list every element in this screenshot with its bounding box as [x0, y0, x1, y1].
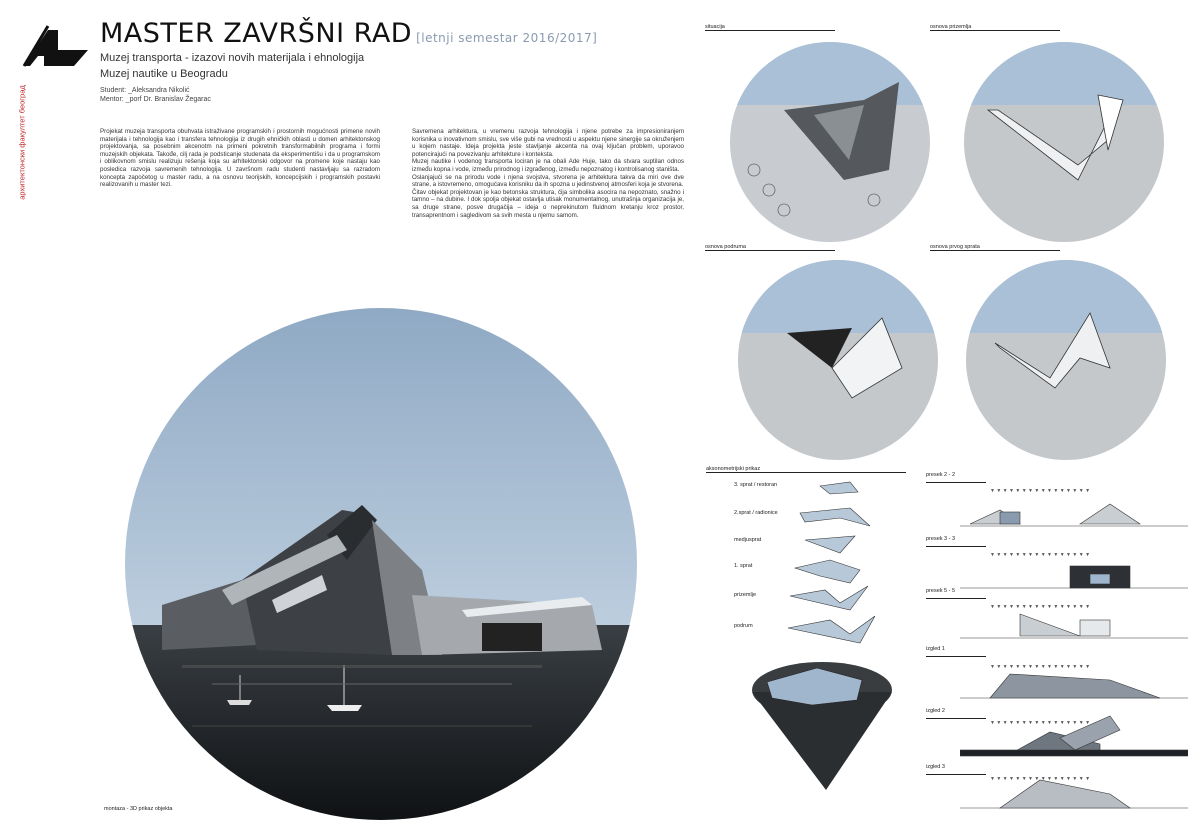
plan-podrum: [705, 244, 965, 251]
plan-situacija: [705, 24, 965, 31]
axon-level: medjusprat: [734, 537, 762, 543]
subtitle-primary: Muzej transporta - izazovi novih materijala i ehnologija: [100, 52, 365, 64]
ground-floor-plan-image: [958, 40, 1170, 244]
axon-level: 1. sprat: [734, 563, 753, 569]
paragraph: Muzej nautike i vodenog transporta lociran je na obali Ade Huje, tako da stvara suptilan odnos između kopna i vode, između prirodnog i izgrađenog, između nepoznatog i kontrolisanog staništa.: [412, 158, 684, 173]
axon-level: podrum: [734, 623, 753, 629]
render-caption: montaza - 3D prikaz objekta: [104, 806, 173, 812]
svg-text:▼ ▼ ▼ ▼ ▼ ▼ ▼ ▼ ▼ ▼ ▼ ▼ ▼ ▼ ▼: ▼ ▼ ▼ ▼ ▼ ▼ ▼ ▼ ▼ ▼ ▼ ▼ ▼ ▼ ▼ ▼: [990, 552, 1091, 558]
plan-label: situacija: [705, 24, 725, 30]
section-label: izgled 2: [926, 708, 945, 714]
svg-text:▼ ▼ ▼ ▼ ▼ ▼ ▼ ▼ ▼ ▼ ▼ ▼ ▼ ▼ ▼: ▼ ▼ ▼ ▼ ▼ ▼ ▼ ▼ ▼ ▼ ▼ ▼ ▼ ▼ ▼ ▼: [990, 776, 1091, 782]
plan-label: osnova prvog sprata: [930, 244, 980, 250]
axon-level: 2.sprat / radionice: [734, 510, 778, 516]
mentor-name: Mentor: _porf Dr. Branislav Žegarac: [100, 96, 211, 103]
basement-plan-image: [732, 258, 944, 462]
3d-render-image: [122, 305, 652, 825]
svg-text:▼ ▼ ▼ ▼ ▼ ▼ ▼ ▼ ▼ ▼ ▼ ▼ ▼ ▼ ▼: ▼ ▼ ▼ ▼ ▼ ▼ ▼ ▼ ▼ ▼ ▼ ▼ ▼ ▼ ▼ ▼: [990, 604, 1091, 610]
axonometric-cone-image: [742, 660, 902, 792]
plan-prizemlje: [930, 24, 1190, 31]
axon-header: [706, 466, 916, 473]
faculty-logo-icon: [18, 20, 90, 68]
plan-label: osnova prizemlja: [930, 24, 972, 30]
paragraph: Čitav objekat projektovan je kao betonska struktura, čija simbolika asocira na nepoznato, snažno i tamno – na dubine. I dok spolja objekat ostavlja utisak monumentalnog, unutrašnja organizacija je, sa druge strane, posve drugačija – ideja o neprekinutom fluidnom kretanju kroz prostor, transaprentnom i sagledivom sa svih mesta u njemu samom.: [412, 188, 684, 219]
axon-title: aksonometrijski prikaz: [706, 466, 761, 472]
sections-drawings-image: [960, 484, 1188, 814]
section-label: presek 5 - 5: [926, 588, 956, 594]
svg-text:▼ ▼ ▼ ▼ ▼ ▼ ▼ ▼ ▼ ▼ ▼ ▼ ▼ ▼ ▼: ▼ ▼ ▼ ▼ ▼ ▼ ▼ ▼ ▼ ▼ ▼ ▼ ▼ ▼ ▼ ▼: [990, 664, 1091, 670]
first-floor-plan-image: [960, 258, 1172, 462]
site-plan-image: [724, 40, 936, 244]
faculty-vertical-label: архитектонски факултет београд: [17, 85, 27, 200]
paragraph: Savremena arhitektura, u vremenu razvoja tehnologija i njene potrebe za impresioniranjem korisnika u inovativnom smislu, sve više gubi na vrednosti u aspektu njene sinergije sa okruženjem u kojem nastaje. Ideja projekta jeste stavljanje akcenta na ovaj ključan problem, uporavoo potencirajući na povezivanju arhitekture i konteksta.: [412, 128, 684, 158]
description-column-2: [412, 128, 684, 219]
plan-label: osnova podruma: [705, 244, 746, 250]
semester-label: [letnji semestar 2016/2017]: [416, 31, 598, 45]
svg-text:▼ ▼ ▼ ▼ ▼ ▼ ▼ ▼ ▼ ▼ ▼ ▼ ▼ ▼ ▼: ▼ ▼ ▼ ▼ ▼ ▼ ▼ ▼ ▼ ▼ ▼ ▼ ▼ ▼ ▼ ▼: [990, 720, 1091, 726]
axonometric-layers-image: [780, 478, 890, 648]
section-label: izgled 1: [926, 646, 945, 652]
description-column-1: Projekat muzeja transporta obuhvata istraživane programskih i prostornih mogućnosti primene novih materijala i tehnologija kao i transfera tehnologija iz drugih ehničkih oblasti u domen arhitektonskog projektovanja, sa posebnim akcenotm na primeni pokretnih transformabilnih programa i formi muzejskih objekata. Takođe, cilj rada je podsticanje studenata da eksperimentišu i da u programskom i oblikovnom smislu realizuju rešenja koja su arhitektonski odgovor na promene koje nastaju kao posledica razvoja savremenih tehnologija. U završnom radu studenti nastavljaju sa razradom koncepta započetog u master radu, a na osnovu teorijskih, koncepcijskih i programskih postavki realizovanih u master tezi.: [100, 128, 380, 189]
paragraph: Oslanjajući se na prirodu vode i njena svojstva, stvorena je arhitektura takva da miri ove dve strane, a istovremeno, omogućava korisniku da ih spozna u jedinstvenoj atmosferi koja je stvorena.: [412, 173, 684, 189]
svg-text:▼ ▼ ▼ ▼ ▼ ▼ ▼ ▼ ▼ ▼ ▼ ▼ ▼ ▼ ▼: ▼ ▼ ▼ ▼ ▼ ▼ ▼ ▼ ▼ ▼ ▼ ▼ ▼ ▼ ▼ ▼: [990, 488, 1091, 494]
section-label: presek 2 - 2: [926, 472, 956, 478]
plan-prvi-sprat: [930, 244, 1190, 251]
section-label: izgled 3: [926, 764, 945, 770]
subtitle-secondary: Muzej nautike u Beogradu: [100, 68, 228, 80]
axon-level: prizemlje: [734, 592, 757, 598]
page-title: MASTER ZAVRŠNI RAD [letnji semestar 2016/2017]: [100, 18, 598, 49]
axon-level: 3. sprat / restoran: [734, 482, 778, 488]
section-label: presek 3 - 3: [926, 536, 956, 542]
student-name: Student: _Aleksandra Nikolić: [100, 87, 190, 94]
